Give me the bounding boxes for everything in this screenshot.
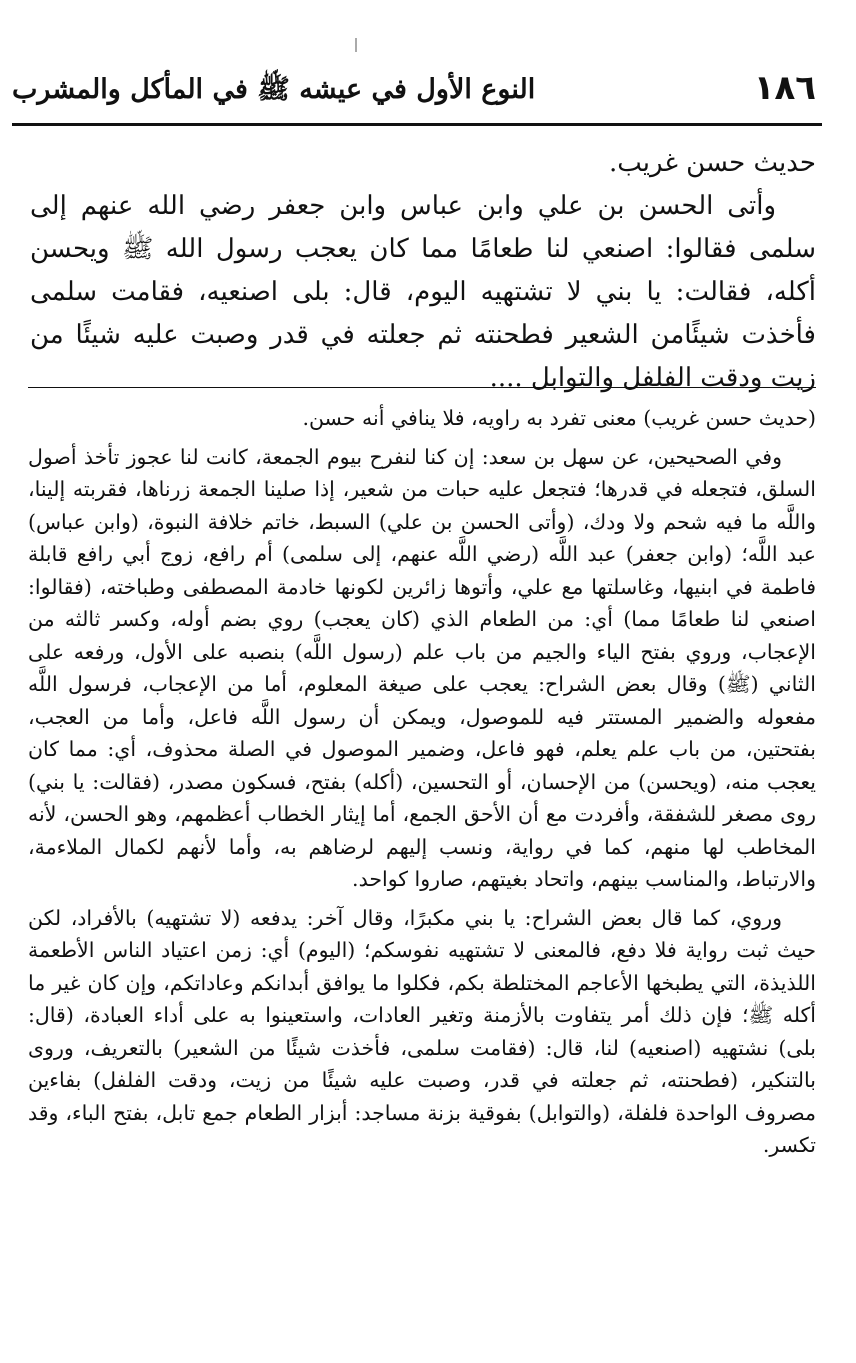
page-header <box>12 62 816 122</box>
commentary-paragraph-2: وفي الصحيحين، عن سهل بن سعد: إن كنا لنفرح بيوم الجمعة، كانت لنا عجوز تأخذ أصول السلق، فتجعله في قدرها؛ فتجعل عليه حبات من شعير، إذا صلينا الجمعة زرناها، فقربته إلينا، واللَّه ما فيه شحم ولا ودك، (وأتى الحسن بن علي) السبط، خاتم خلافة النبوة، (وابن عباس) عبد اللَّه؛ (وابن جعفر) عبد اللَّه (رضي اللَّه عنهم، إلى سلمى) أم رافع، زوج أبي رافع قابلة فاطمة في ابنيها، وغاسلتها مع علي، وأتوها زائرين لكونها خادمة المصطفى وطباخته، (فقالوا: اصنعي لنا طعامًا مما) أي: من الطعام الذي (كان يعجب) روي بضم أوله، وكسر ثالثه من الإعجاب، وروي بفتح الياء والجيم من باب علم (رسول اللَّه) بنصبه على الأول، ورفعه على الثاني (ﷺ) وقال بعض الشراح: يعجب على صيغة المعلوم، أما من الإعجاب، فرسول اللَّه مفعوله والضمير المستتر فيه للموصول، ويمكن أن رسول اللَّه فاعل، وأما من العجب، بفتحتين، من باب علم يعلم، فهو فاعل، وضمير الموصول في الصلة محذوف، أي: مما كان يعجب منه، (ويحسن) من الإحسان، أو التحسين، (أكله) بفتح، فسكون مصدر، (فقالت: يا بني) روى مصغر للشفقة، وأفردت مع أن الأحق الجمع، أما إيثار الخطاب أعظمهم، وهو الحسن، لأنه المخاطب لها منهم، كما في رواية، ونسب إليهم لرضاهم به، وأما لأنهم لكمال الملاءمة، والارتباط، والمناسب بينهم، واتحاد بغيتهم، صاروا كواحد. <box>28 444 816 891</box>
commentary-paragraph-1: (حديث حسن غريب) معنى تفرد به راويه، فلا ينافي أنه حسن. <box>302 406 816 430</box>
page-number: ١٨٦ <box>753 68 816 108</box>
hadith-grade: حديث حسن غريب. <box>608 148 816 178</box>
commentary <box>28 402 816 1168</box>
header-rule <box>12 123 822 126</box>
commentary-paragraph-3: وروي، كما قال بعض الشراح: يا بني مكبرًا، وقال آخر: يدفعه (لا تشتهيه) بالأفراد، لكن حيث ثبت رواية فلا دفع، فالمعنى لا تشتهيه نفوسكم؛ (اليوم) أي: زمن اعتياد الناس الأطعمة اللذيذة، التي يطبخها الأعاجم المختلطة بكم، فكلوا ما يوافق أبدانكم وعاداتكم، وإن كان غير ما أكله ﷺ؛ فإن ذلك أمر يتفاوت بالأزمنة وتغير العادات، واستعينوا به على أداء العبادة، (قال: بلى) نشتهيه (اصنعيه) لنا، قال: (فقامت سلمى، فأخذت شيئًا من الشعير) بالتعريف، وروى بالتنكير، (فطحنته، ثم جعلته في قدر، وصبت عليه شيئًا من زيت، ودقت الفلفل) بفاءين مصروف الواحدة فلفلة، (والتوابل) بفوقية بزنة مساجد: أبزار الطعام جمع تابل، بفتح الباء، وقد تكسر. <box>28 905 816 1157</box>
hadith-text <box>30 142 816 400</box>
scan-mark <box>355 38 357 52</box>
hadith-body: وأتى الحسن بن علي وابن عباس وابن جعفر رضي الله عنهم إلى سلمى فقالوا: اصنعي لنا طعامًا مما كان يعجب رسول الله ﷺ ويحسن أكله، فقالت: يا بني لا تشتهيه اليوم، قال: بلى اصنعيه، فقامت سلمى فأخذت شيئًامن الشعير فطحنته ثم جعلته في قدر وصبت عليه شيئًا من زيت ودقت الفلفل والتوابل .... <box>30 191 816 393</box>
separator-rule <box>28 387 816 388</box>
running-title: النوع الأول في عيشه ﷺ في المأكل والمشرب <box>12 74 536 105</box>
